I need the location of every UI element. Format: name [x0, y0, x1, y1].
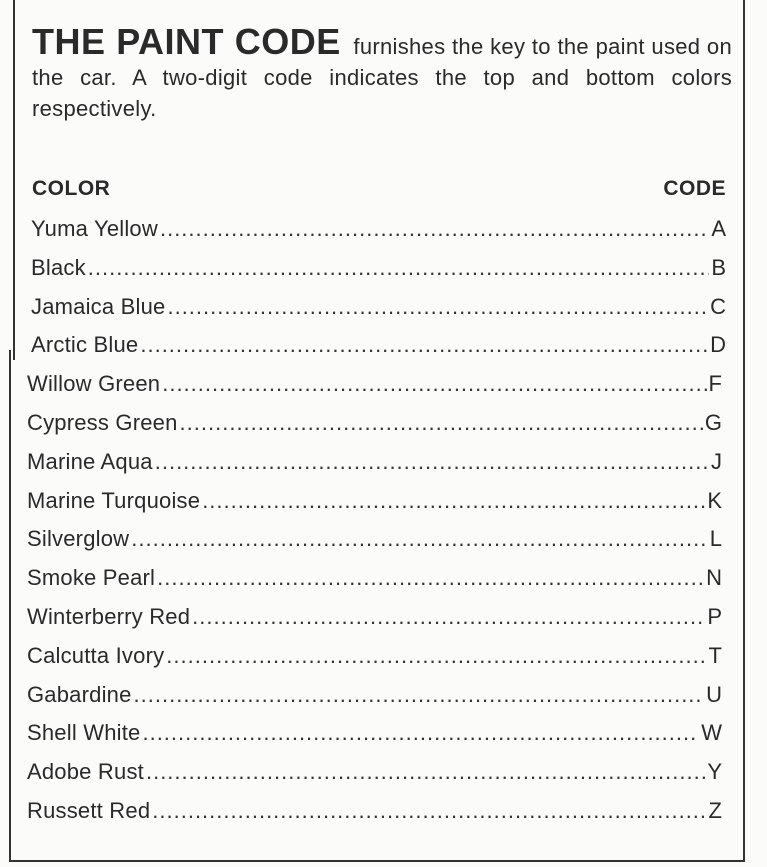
intro-paragraph — [32, 21, 733, 124]
table-row — [31, 253, 726, 283]
table-row — [27, 524, 722, 554]
color-code: Z — [708, 798, 722, 823]
table-row — [31, 292, 726, 322]
color-name: Winterberry Red — [27, 604, 191, 629]
dot-leader — [131, 524, 707, 554]
color-code: J — [711, 448, 722, 474]
color-name: Yuma Yellow — [31, 216, 158, 241]
color-name: Russett Red — [27, 798, 151, 823]
color-code: G — [704, 410, 722, 435]
color-code: N — [706, 565, 722, 591]
color-name: Calcutta Ivory — [27, 642, 165, 668]
dot-leader — [88, 253, 710, 283]
table-header — [32, 177, 726, 201]
table-row — [27, 447, 722, 477]
dot-leader — [146, 757, 705, 787]
color-name: Marine Aqua — [27, 448, 153, 474]
color-code: C — [710, 293, 726, 319]
table-row — [27, 486, 722, 516]
dot-leader — [162, 369, 706, 399]
color-name: Silverglow — [27, 526, 130, 552]
dot-leader — [166, 641, 706, 671]
dot-leader — [202, 486, 705, 516]
table-row — [27, 796, 722, 826]
color-name: Shell White — [27, 720, 141, 746]
color-name: Adobe Rust — [27, 759, 144, 785]
color-name: Black — [31, 254, 86, 280]
color-name: Arctic Blue — [31, 332, 139, 358]
section-title: THE PAINT CODE — [32, 21, 341, 62]
color-name: Marine Turquoise — [27, 487, 201, 513]
dot-leader — [167, 292, 708, 322]
color-name: Willow Green — [27, 371, 161, 397]
table-row — [27, 408, 722, 438]
table-row — [27, 563, 722, 593]
color-code: W — [701, 720, 722, 746]
table-row — [27, 641, 722, 671]
color-name: Jamaica Blue — [31, 293, 166, 319]
color-code: A — [711, 216, 726, 241]
intro-text: furnishes the key to the paint used on the car. A two-digit code indicates the top and bottom colors respectively. — [32, 34, 733, 121]
frame-right-border — [743, 0, 745, 862]
color-code: L — [709, 526, 722, 552]
dot-leader — [192, 602, 705, 632]
dot-leader — [134, 680, 705, 710]
dot-leader — [180, 408, 703, 438]
table-row — [27, 718, 722, 748]
color-code: P — [707, 604, 722, 629]
table-row — [31, 330, 726, 360]
frame-left-border-lower — [9, 350, 11, 860]
color-code: Y — [707, 759, 722, 785]
dot-leader — [157, 563, 704, 593]
table-row — [27, 602, 722, 632]
color-code: U — [706, 681, 722, 707]
table-row — [27, 369, 722, 399]
dot-leader — [160, 214, 709, 244]
frame-bottom-border — [9, 860, 745, 862]
dot-leader — [152, 796, 706, 826]
color-code: D — [710, 332, 726, 358]
color-name: Smoke Pearl — [27, 565, 156, 591]
table-row — [31, 214, 726, 244]
color-column-header: COLOR — [32, 177, 111, 200]
color-code: T — [708, 642, 722, 668]
color-code: F — [708, 371, 722, 397]
color-code: K — [707, 487, 722, 513]
frame-left-border — [13, 0, 15, 360]
color-name: Cypress Green — [27, 410, 178, 435]
table-row — [27, 757, 722, 787]
dot-leader — [140, 330, 708, 360]
color-name: Gabardine — [27, 681, 132, 707]
color-code: B — [711, 254, 726, 280]
dot-leader — [155, 447, 709, 477]
dot-leader — [142, 718, 699, 748]
table-row — [27, 680, 722, 710]
code-column-header: CODE — [663, 177, 726, 200]
